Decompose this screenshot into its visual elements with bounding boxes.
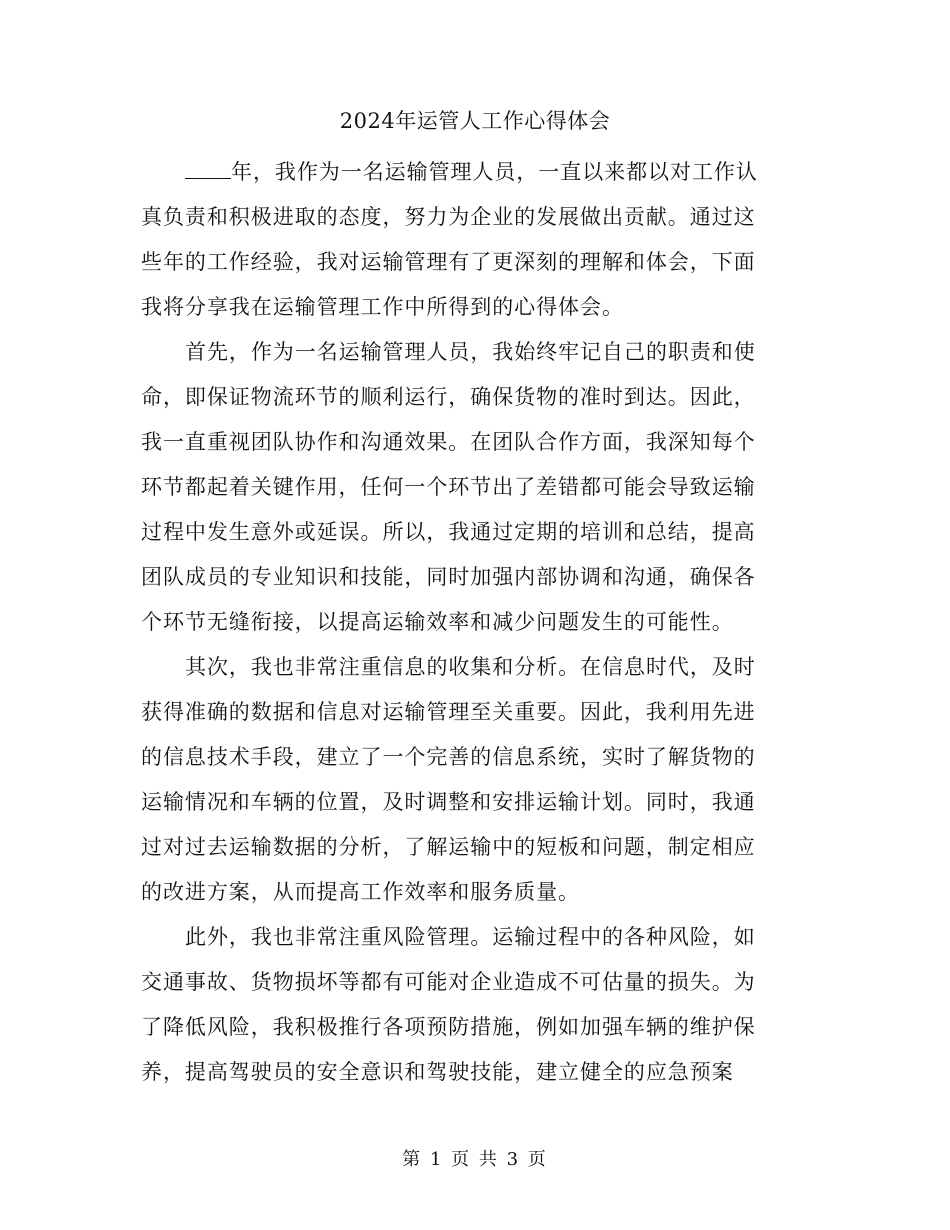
body-line: 命，即保证物流环节的顺利运行，确保货物的准时到达。因此， <box>141 385 756 409</box>
body-line: 的改进方案，从而提高工作效率和服务质量。 <box>141 880 580 904</box>
body-line: 养，提高驾驶员的安全意识和驾驶技能，建立健全的应急预案 <box>141 1060 734 1084</box>
body-line: 首先，作为一名运输管理人员，我始终牢记自己的职责和使 <box>185 340 756 364</box>
body-line: 此外，我也非常注重风险管理。运输过程中的各种风险，如 <box>185 925 756 949</box>
body-line: 过对过去运输数据的分析，了解运输中的短板和问题，制定相应 <box>141 835 756 859</box>
body-line: 环节都起着关键作用，任何一个环节出了差错都可能会导致运输 <box>141 475 756 499</box>
body-line: 交通事故、货物损坏等都有可能对企业造成不可估量的损失。为 <box>141 970 756 994</box>
body-line: 过程中发生意外或延误。所以，我通过定期的培训和总结，提高 <box>141 520 756 544</box>
body-line: 获得准确的数据和信息对运输管理至关重要。因此，我利用先进 <box>141 700 756 724</box>
page-number-footer: 第 1 页 共 3 页 <box>402 1149 548 1170</box>
document-title: 2024年运管人工作心得体会 <box>339 109 611 133</box>
body-line: 些年的工作经验，我对运输管理有了更深刻的理解和体会，下面 <box>141 250 756 274</box>
fill-in-blank <box>185 158 231 179</box>
body-line: 运输情况和车辆的位置，及时调整和安排运输计划。同时，我通 <box>141 790 756 814</box>
body-line: 个环节无缝衔接，以提高运输效率和减少问题发生的可能性。 <box>141 610 734 634</box>
body-line: 真负责和积极进取的态度，努力为企业的发展做出贡献。通过这 <box>141 205 756 229</box>
body-line: 我将分享我在运输管理工作中所得到的心得体会。 <box>141 295 624 319</box>
body-line: 的信息技术手段，建立了一个完善的信息系统，实时了解货物的 <box>141 745 756 769</box>
body-line: 团队成员的专业知识和技能，同时加强内部协调和沟通，确保各 <box>141 565 756 589</box>
body-line: 其次，我也非常注重信息的收集和分析。在信息时代，及时 <box>185 655 756 679</box>
body-line: 年，我作为一名运输管理人员，一直以来都以对工作认 <box>141 150 801 195</box>
document-body <box>141 150 801 1095</box>
body-line: 了降低风险，我积极推行各项预防措施，例如加强车辆的维护保 <box>141 1015 756 1039</box>
body-line: 我一直重视团队协作和沟通效果。在团队合作方面，我深知每个 <box>141 430 756 454</box>
